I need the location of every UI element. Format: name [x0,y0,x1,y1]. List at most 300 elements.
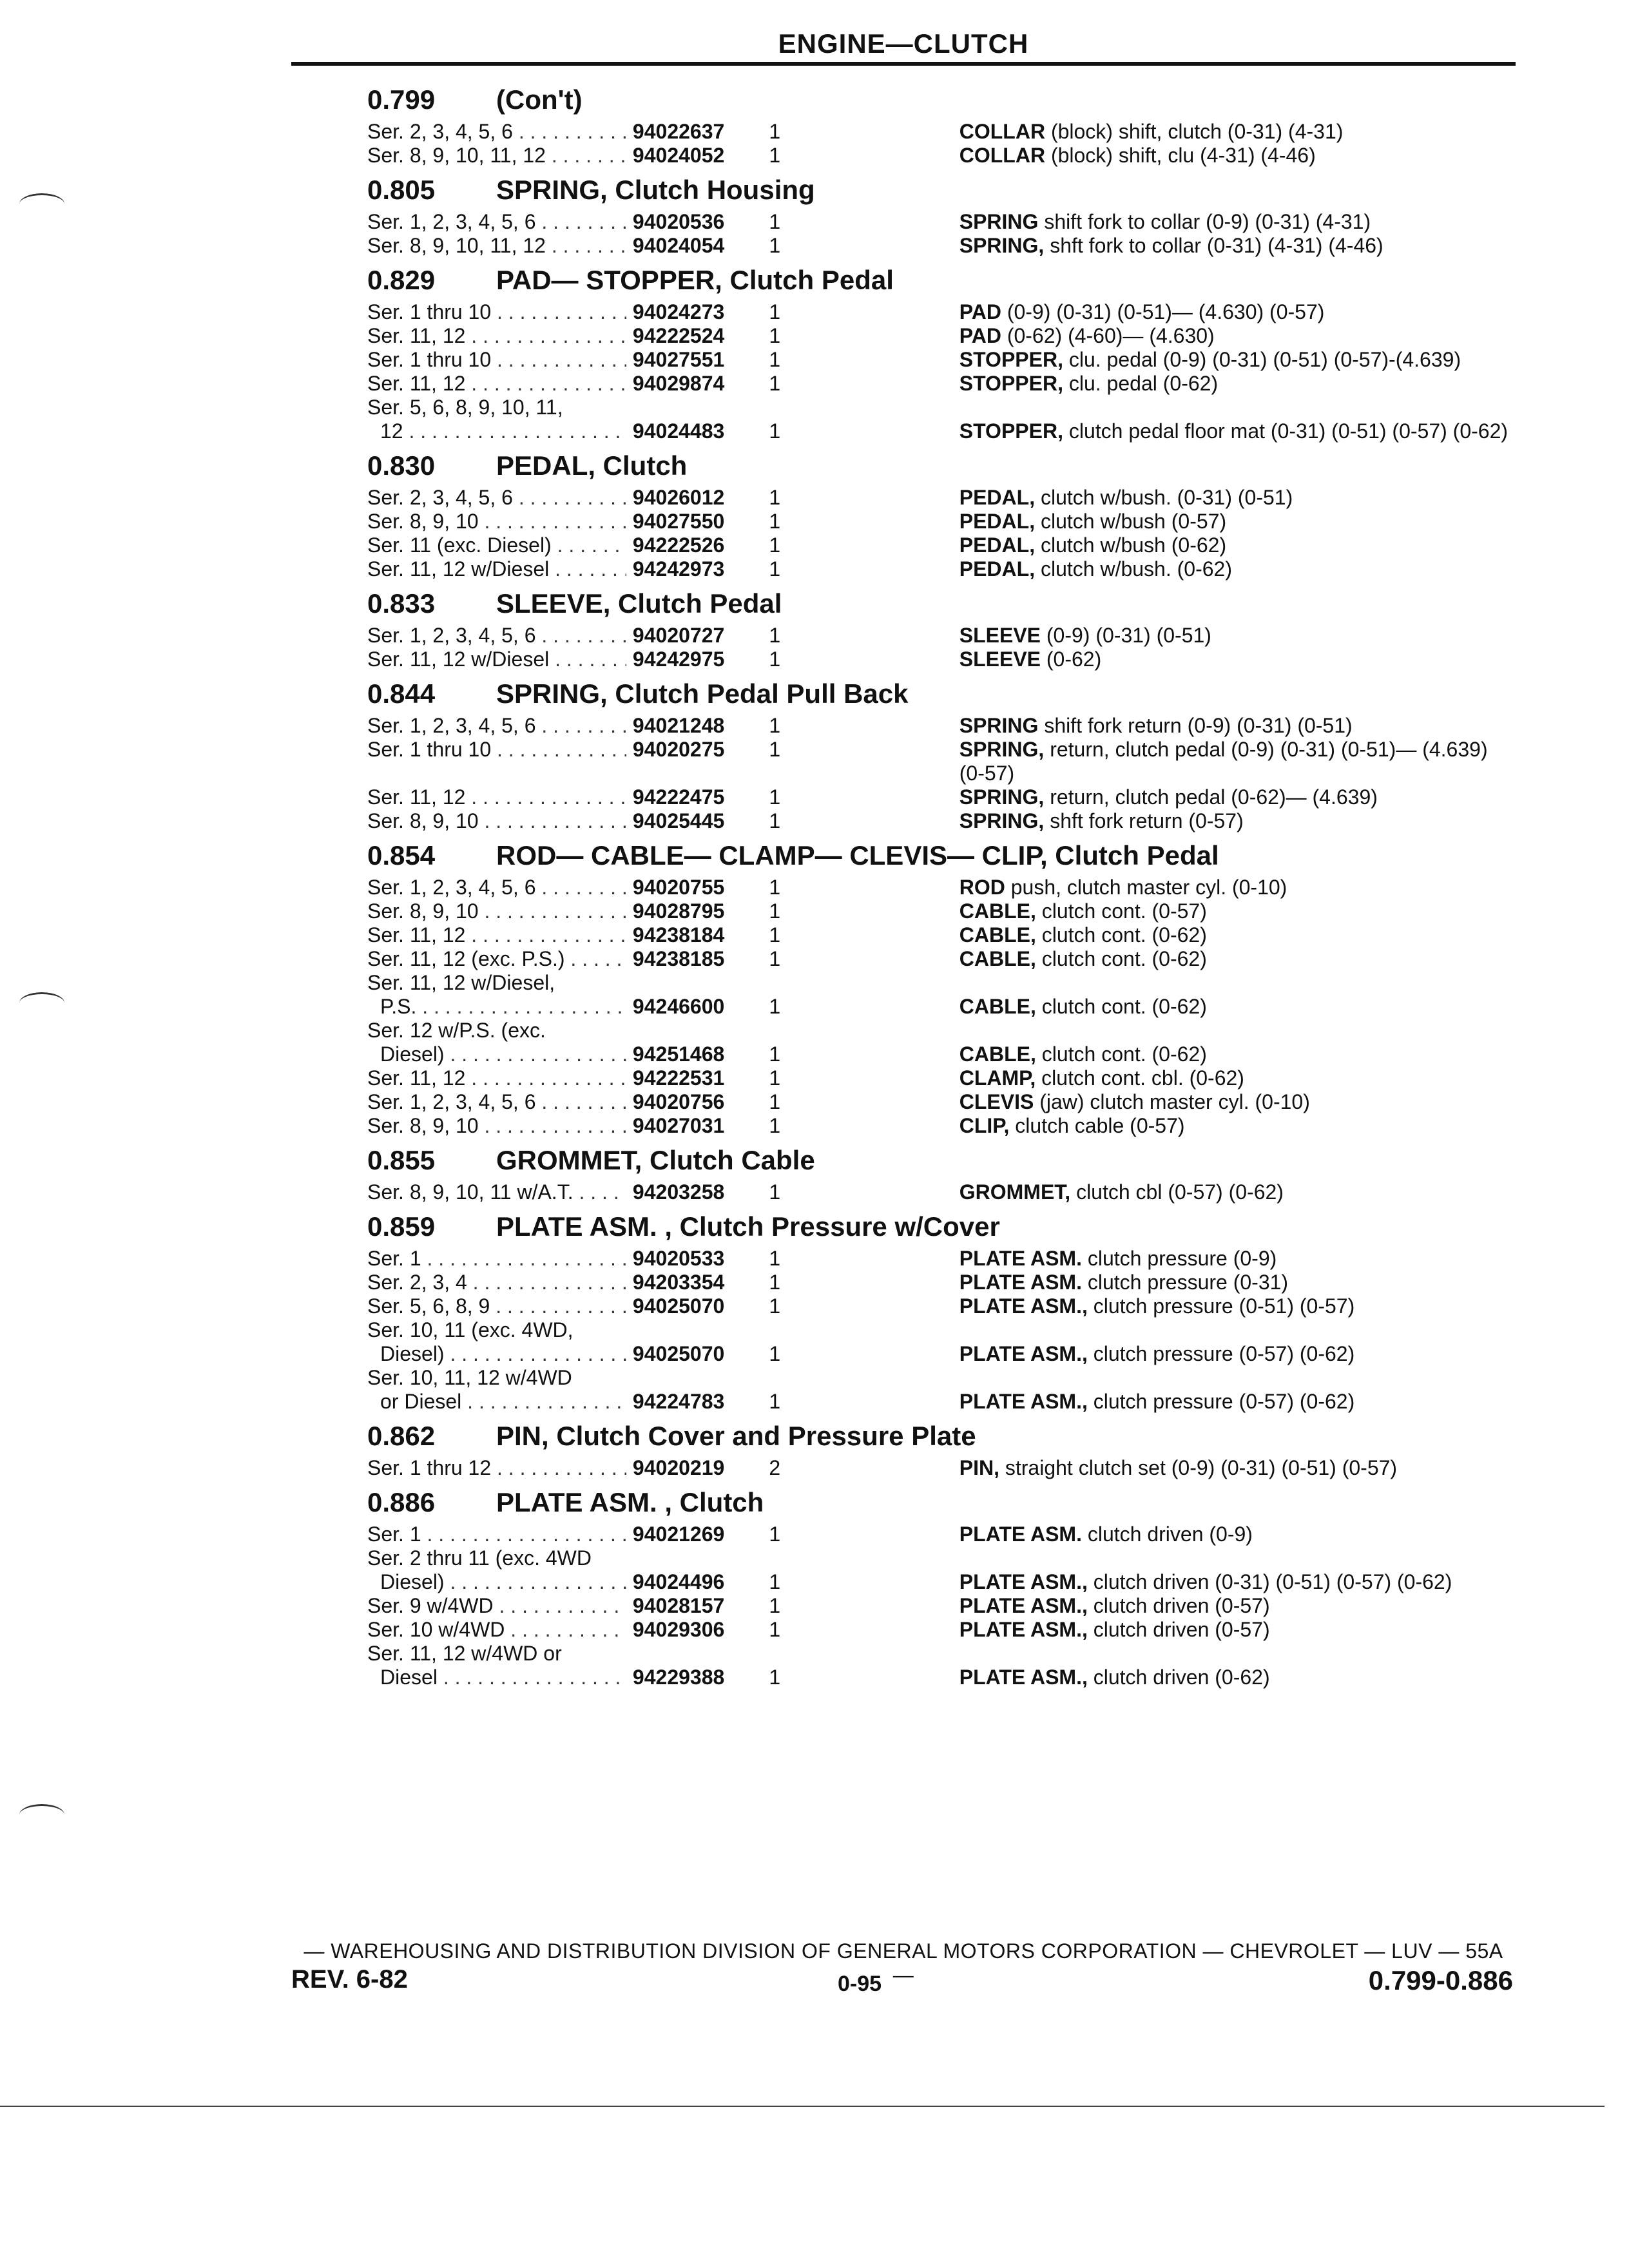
description [806,648,1514,671]
description-name: GROMMET, [959,1180,1071,1204]
application-line: Ser. 1 . . . [367,1523,626,1546]
description-text: (0-9) (0-31) (0-51)— (4.630) (0-57) [1007,300,1325,323]
application [367,1318,626,1366]
description [806,1247,1514,1271]
application [367,1294,626,1318]
description-text: clutch pressure (0-9) [1087,1247,1277,1270]
section-code: 0.855 [367,1145,436,1175]
application [367,947,626,971]
description [806,372,1514,396]
application [367,1019,626,1066]
part-number: 94020756 [632,1090,725,1113]
description [806,899,1514,923]
description [806,923,1514,947]
description-name: PIN, [959,1456,999,1479]
quantity: 1 [769,1570,781,1593]
application [367,648,626,671]
description [806,557,1514,581]
quantity: 1 [769,1180,781,1204]
application-line: Ser. 11, 12 . . . [367,372,626,396]
description-name: CABLE, [959,995,1036,1018]
description [806,738,1514,785]
application-line: Ser. 1, 2, 3, 4, 5, 6 . . . [367,714,626,738]
application [367,234,626,258]
application [367,144,626,168]
part-row [367,120,1514,144]
section-code: 0.859 [367,1211,436,1242]
section-code: 0.844 [367,678,436,709]
part-number: 94242975 [632,648,725,671]
description-text: clutch pedal floor mat (0-31) (0-51) (0-57) (0-62) [1068,419,1509,443]
part-row [367,372,1514,396]
application-line: Ser. 1, 2, 3, 4, 5, 6 . . . [367,624,626,648]
application-line: Ser. 11, 12 w/Diesel . . . [367,648,626,671]
part-number: 94238184 [632,923,725,947]
part-row [367,348,1514,372]
part-number: 94251468 [632,1043,725,1066]
quantity: 1 [769,1114,781,1137]
description [806,1594,1514,1618]
footer-publisher: — WAREHOUSING AND DISTRIBUTION DIVISION OF GENERAL MOTORS CORPORATION — CHEVROLET — LUV — 55A — [304,1939,1503,1986]
quantity: 1 [769,372,781,395]
quantity: 1 [769,120,781,143]
section-heading [367,448,1514,483]
description [806,809,1514,833]
description [806,300,1514,324]
description-name: SPRING, [959,234,1045,257]
application [367,899,626,923]
application [367,1271,626,1294]
part-number: 94222531 [632,1066,725,1090]
description [806,876,1514,899]
application-line: Ser. 1, 2, 3, 4, 5, 6 . . . [367,876,626,899]
part-row [367,785,1514,809]
footer-revision: REV. 6-82 [291,1965,408,1994]
part-row [367,1114,1514,1138]
description [806,714,1514,738]
quantity: 1 [769,210,781,233]
part-row [367,1271,1514,1294]
description [806,348,1514,372]
part-number: 94222526 [632,533,725,557]
description [806,486,1514,510]
part-number: 94029874 [632,372,725,395]
description-name: PLATE ASM., [959,1294,1088,1318]
part-number: 94024483 [632,419,725,443]
description-name: CLIP, [959,1114,1010,1137]
section-title: GROMMET, Clutch Cable [496,1145,815,1175]
description-text: return, clutch pedal (0-62)— (4.639) [1050,785,1378,809]
part-number: 94021248 [632,714,725,737]
part-number: 94020536 [632,210,725,233]
part-number: 94229388 [632,1666,725,1689]
description-name: PEDAL, [959,557,1036,581]
description [806,1390,1514,1414]
quantity: 1 [769,234,781,257]
description [806,947,1514,971]
description-text: clutch w/bush (0-57) [1040,510,1227,533]
page-title: ENGINE—CLUTCH [778,28,1029,59]
application-line: Ser. 1 thru 10 . . . [367,348,626,372]
part-number: 94246600 [632,995,725,1018]
part-number: 94020275 [632,738,725,761]
description-name: SPRING [959,210,1039,233]
quantity: 1 [769,1294,781,1318]
application-line: Ser. 11, 12 w/Diesel . . . [367,557,626,581]
part-number: 94028157 [632,1594,725,1617]
quantity: 1 [769,648,781,671]
application-line: Ser. 5, 6, 8, 9, 10, 11, [367,396,563,419]
description-name: SLEEVE [959,624,1041,647]
application-line: Ser. 2, 3, 4 . . . [367,1271,626,1294]
section-title: PAD— STOPPER, Clutch Pedal [496,265,894,295]
description [806,1456,1514,1480]
section-code: 0.862 [367,1421,436,1451]
application-line: P.S. . . . [367,995,626,1019]
description [806,1066,1514,1090]
application [367,1090,626,1114]
description-text: clutch cont. (0-57) [1041,899,1207,923]
section-code: 0.830 [367,450,436,481]
part-number: 94024052 [632,144,725,167]
description-name: ROD [959,876,1005,899]
description-name: PLATE ASM. [959,1247,1082,1270]
description-name: PEDAL, [959,510,1036,533]
description [806,1043,1514,1066]
description-text: (block) shift, clu (4-31) (4-46) [1050,144,1316,167]
description [806,624,1514,648]
part-number: 94024496 [632,1570,725,1593]
description-name: SPRING [959,714,1039,737]
application-line: Diesel . . . [367,1666,626,1689]
section-heading [367,173,1514,207]
part-row [367,533,1514,557]
application [367,396,626,443]
description-name: PLATE ASM. [959,1271,1082,1294]
application [367,557,626,581]
part-row [367,144,1514,168]
description-text: clutch cont. (0-62) [1041,947,1207,970]
part-number: 94024273 [632,300,725,323]
quantity: 1 [769,899,781,923]
part-row [367,300,1514,324]
application [367,1523,626,1546]
application-line: Ser. 8, 9, 10, 11 w/A.T. . . . [367,1180,626,1204]
part-number: 94027031 [632,1114,725,1137]
part-row [367,324,1514,348]
application-line: Ser. 1 thru 10 . . . [367,300,626,324]
quantity: 1 [769,1523,781,1546]
description-text: clutch cbl (0-57) (0-62) [1076,1180,1284,1204]
part-number: 94026012 [632,486,725,509]
description [806,1570,1514,1594]
part-row [367,947,1514,971]
description-text: clu. pedal (0-9) (0-31) (0-51) (0-57)-(4.639) [1068,348,1461,371]
description-name: SPRING, [959,738,1045,761]
description-name: SPRING, [959,809,1045,832]
part-row [367,1546,1514,1594]
application-line: 12 . . . [367,419,626,443]
description [806,1342,1514,1366]
section-heading [367,263,1514,298]
description [806,995,1514,1019]
application-line: Ser. 8, 9, 10 . . . [367,809,626,833]
description-text: clutch w/bush. (0-31) (0-51) [1040,486,1293,509]
quantity: 1 [769,1594,781,1617]
description-name: PLATE ASM., [959,1666,1088,1689]
section-heading [367,1419,1514,1454]
description-name: STOPPER, [959,419,1063,443]
application-line: Ser. 10, 11 (exc. 4WD, [367,1318,574,1341]
part-row [367,876,1514,899]
description [806,1180,1514,1204]
application [367,1456,626,1480]
description [806,324,1514,348]
part-number: 94242973 [632,557,725,581]
application [367,923,626,947]
section-title: SPRING, Clutch Pedal Pull Back [496,678,909,709]
description-text: shift fork return (0-9) (0-31) (0-51) [1044,714,1353,737]
description [806,1090,1514,1114]
section-title: SLEEVE, Clutch Pedal [496,588,782,619]
application-line: Ser. 1, 2, 3, 4, 5, 6 . . . [367,210,626,234]
application [367,1247,626,1271]
part-row [367,624,1514,648]
part-row [367,1642,1514,1689]
quantity: 1 [769,923,781,947]
section-code: 0.854 [367,840,436,870]
application-line: Ser. 10 w/4WD . . . [367,1618,626,1642]
description [806,144,1514,168]
application [367,971,626,1019]
description-name: PAD [959,324,1001,347]
application-line: Ser. 11, 12 . . . [367,324,626,348]
footer-page-number: 0-95 [838,1972,882,1996]
application-line: Ser. 11, 12 . . . [367,785,626,809]
application [367,533,626,557]
application [367,210,626,234]
section-title: SPRING, Clutch Housing [496,175,815,205]
margin-mark [19,1804,64,1825]
application-line: Ser. 12 w/P.S. (exc. [367,1019,546,1042]
application-line: Ser. 11, 12 . . . [367,1066,626,1090]
quantity: 1 [769,533,781,557]
description-name: SPRING, [959,785,1045,809]
part-number: 94022637 [632,120,725,143]
application [367,785,626,809]
application-line: Diesel) . . . [367,1342,626,1366]
description-name: COLLAR [959,120,1046,143]
description-text: clutch driven (0-31) (0-51) (0-57) (0-62) [1093,1570,1452,1593]
part-row [367,738,1514,785]
section-code: 0.833 [367,588,436,619]
section-title: PIN, Clutch Cover and Pressure Plate [496,1421,976,1451]
part-row [367,1294,1514,1318]
description [806,1666,1514,1689]
quantity: 1 [769,510,781,533]
footer-range: 0.799-0.886 [1368,1965,1513,1995]
part-row [367,234,1514,258]
description-text: clutch cable (0-57) [1015,1114,1185,1137]
description-text: clu. pedal (0-62) [1068,372,1219,395]
description-text: clutch cont. (0-62) [1041,923,1207,947]
description-text: clutch driven (0-62) [1093,1666,1270,1689]
part-row [367,210,1514,234]
description-text: (0-9) (0-31) (0-51) [1046,624,1211,647]
application [367,738,626,762]
part-number: 94024054 [632,234,725,257]
quantity: 1 [769,324,781,347]
application-line: or Diesel . . . [367,1390,626,1414]
part-number: 94020219 [632,1456,725,1479]
description-name: CABLE, [959,923,1036,947]
part-row [367,1180,1514,1204]
description [806,1294,1514,1318]
quantity: 1 [769,300,781,323]
part-number: 94020727 [632,624,725,647]
part-number: 94222524 [632,324,725,347]
description [806,1523,1514,1546]
application-line: Ser. 11, 12 (exc. P.S.) . . . [367,947,626,971]
description [806,120,1514,144]
part-row [367,1019,1514,1066]
quantity: 1 [769,947,781,970]
quantity: 1 [769,486,781,509]
application-line: Ser. 11, 12 w/Diesel, [367,971,555,994]
application [367,1642,626,1689]
description-name: SLEEVE [959,648,1041,671]
part-number: 94222475 [632,785,725,809]
quantity: 1 [769,1271,781,1294]
application [367,1066,626,1090]
part-row [367,486,1514,510]
part-number: 94020755 [632,876,725,899]
application [367,714,626,738]
application [367,324,626,348]
description-text: (0-62) (4-60)— (4.630) [1007,324,1215,347]
description [806,1114,1514,1138]
part-row [367,714,1514,738]
parts-list [367,77,1514,1689]
quantity: 1 [769,809,781,832]
part-number: 94025070 [632,1342,725,1365]
description-name: STOPPER, [959,348,1063,371]
application [367,1594,626,1618]
description-text: clutch driven (0-9) [1087,1523,1253,1546]
application [367,1180,626,1204]
description-text: clutch w/bush (0-62) [1040,533,1227,557]
description-text: clutch cont. (0-62) [1041,1043,1207,1066]
section-heading [367,586,1514,621]
description [806,533,1514,557]
application [367,510,626,533]
application-line: Ser. 5, 6, 8, 9 . . . [367,1294,626,1318]
section-heading [367,1209,1514,1244]
description-text: straight clutch set (0-9) (0-31) (0-51) (0-57) [1005,1456,1398,1479]
part-row [367,1066,1514,1090]
part-row [367,1618,1514,1642]
application-line: Ser. 1 thru 10 . . . [367,738,626,762]
quantity: 1 [769,1043,781,1066]
part-number: 94203258 [632,1180,725,1204]
description-text: (jaw) clutch master cyl. (0-10) [1039,1090,1310,1113]
application-line: Ser. 11 (exc. Diesel) . . . [367,533,626,557]
quantity: 1 [769,738,781,761]
header-rule [291,62,1516,66]
description-text: clutch pressure (0-51) (0-57) [1093,1294,1355,1318]
application-line: Ser. 1 thru 12 . . . [367,1456,626,1480]
application [367,372,626,396]
quantity: 1 [769,995,781,1018]
description [806,210,1514,234]
margin-mark [19,992,64,1014]
description-text: shift fork to collar (0-9) (0-31) (4-31) [1044,210,1371,233]
section-code: 0.805 [367,175,436,205]
application-line: Diesel) . . . [367,1570,626,1594]
part-number: 94025445 [632,809,725,832]
section-code: 0.799 [367,84,436,115]
application-line: Ser. 8, 9, 10 . . . [367,510,626,533]
description-text: clutch driven (0-57) [1093,1594,1270,1617]
application-line: Ser. 8, 9, 10 . . . [367,1114,626,1138]
description [806,419,1514,443]
application-line: Ser. 8, 9, 10, 11, 12 . . . [367,144,626,168]
description-name: PLATE ASM., [959,1618,1088,1641]
description-name: PAD [959,300,1001,323]
quantity: 1 [769,1390,781,1413]
part-row [367,1318,1514,1366]
application [367,120,626,144]
section-title: PLATE ASM. , Clutch [496,1487,764,1517]
quantity: 1 [769,785,781,809]
application [367,624,626,648]
description-text: clutch cont. (0-62) [1041,995,1207,1018]
description [806,785,1514,809]
part-row [367,396,1514,443]
application-line: Ser. 11, 12 . . . [367,923,626,947]
quantity: 1 [769,1666,781,1689]
application-line: Diesel) . . . [367,1043,626,1066]
description-text: shft fork to collar (0-31) (4-31) (4-46) [1050,234,1383,257]
description-name: COLLAR [959,144,1046,167]
application [367,348,626,372]
part-number: 94027550 [632,510,725,533]
part-row [367,809,1514,833]
application-line: Ser. 1 . . . [367,1247,626,1271]
application [367,1366,626,1414]
section-title: PLATE ASM. , Clutch Pressure w/Cover [496,1211,1000,1242]
quantity: 2 [769,1456,781,1479]
part-row [367,1090,1514,1114]
application [367,1546,626,1594]
quantity: 1 [769,1066,781,1090]
description-name: CLEVIS [959,1090,1034,1113]
description-name: CLAMP, [959,1066,1036,1090]
section-heading [367,677,1514,711]
description-name: CABLE, [959,1043,1036,1066]
section-code: 0.886 [367,1487,436,1517]
description-text: push, clutch master cyl. (0-10) [1010,876,1287,899]
section-title: (Con't) [496,84,583,115]
part-number: 94238185 [632,947,725,970]
quantity: 1 [769,1618,781,1641]
section-title: PEDAL, Clutch [496,450,688,481]
application [367,1114,626,1138]
part-number: 94027551 [632,348,725,371]
section-heading [367,838,1514,873]
quantity: 1 [769,1247,781,1270]
margin-mark [19,193,64,215]
